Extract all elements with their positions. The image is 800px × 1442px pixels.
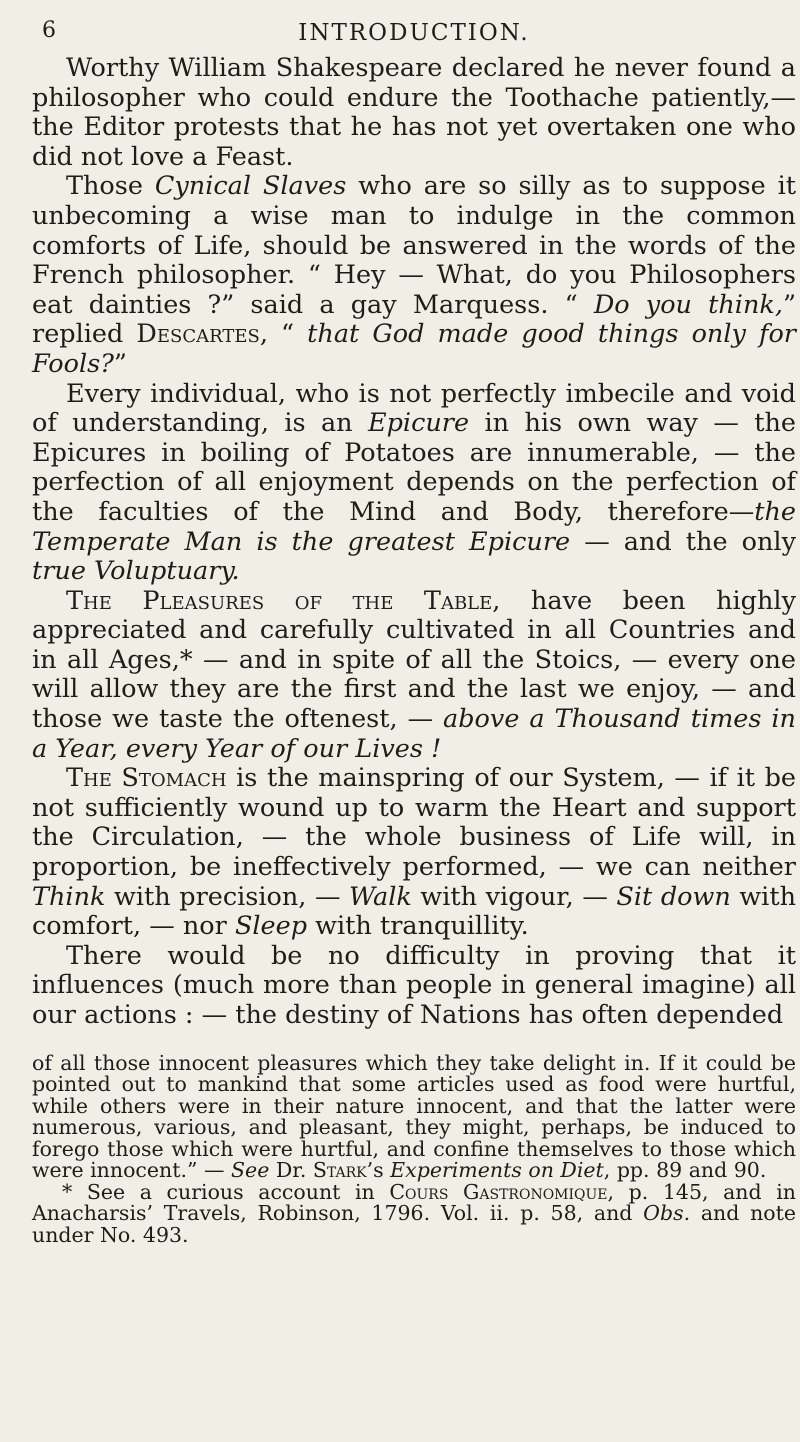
footnote-text: , pp. 89 and 90. xyxy=(603,1158,767,1183)
footnote-italic: Obs. xyxy=(643,1201,691,1226)
paragraph-5-text: with comfort, — nor xyxy=(32,881,797,942)
footnote-italic: Experiments on Diet xyxy=(390,1158,604,1183)
footnote-star xyxy=(32,1179,796,1247)
paragraph-3-text: — and the only xyxy=(570,526,796,557)
paragraph-2-text: who are so silly as to suppose it unbecoming a wise man to indulge in the common comforts of Life, should be answered in the words of the French philosopher. “ Hey — What, do you Philosophers eat dainties ?” said a gay Marquess. “ xyxy=(32,171,796,320)
paragraph-1: Worthy William Shakespeare declared he never found a philosopher who could endure the Toothache patiently,— the Editor protests that he has not yet overtaken one who did not love a Feast. xyxy=(32,53,796,172)
paragraph-2-italic: Do you think, xyxy=(593,289,783,320)
paragraph-3-text: Every individual, who is not perfectly imbecile and void of understanding, is an xyxy=(32,378,796,439)
paragraph-3-text: in his own way — the Epicures in boiling of Potatoes are innumerable, — the perfection of all enjoyment depends on the perfection of the faculties of the Mind and Body, therefore— xyxy=(32,408,796,527)
paragraph-4-small-caps: The Pleasures of the Table xyxy=(66,585,493,616)
footnote-author: Stark xyxy=(312,1158,367,1183)
author-name: Descartes xyxy=(136,319,260,350)
footnote-text: ’s xyxy=(366,1158,391,1183)
running-title: INTRODUCTION. xyxy=(298,20,530,46)
paragraph-2-text: ” replied xyxy=(32,289,796,350)
footnote-book-title: Cours Gastronomique xyxy=(389,1179,608,1204)
footnote-text: * See a curious account in xyxy=(62,1179,390,1204)
paragraph-2-text: Those xyxy=(66,171,155,202)
paragraph-3-italic: true Voluptuary. xyxy=(32,556,240,587)
paragraph-4 xyxy=(32,587,796,765)
paragraph-2 xyxy=(32,172,796,379)
paragraph-5-text: with vigour, — xyxy=(411,881,617,912)
footnote-text: of all those innocent pleasures which they take delight in. If it could be pointed out to mankind that some articles used as food were hurtful, while others were in their nature innocent, and that the latter were numerous, various, and pleasant, they might, perhaps, be induced to forego those which were hurtful, and confine themselves to those which were innocent.” — xyxy=(32,1050,796,1183)
footnote-text: , p. 145, and in Anacharsis’ Travels, Robinson, 1796. Vol. ii. p. 58, and xyxy=(32,1179,796,1226)
paragraph-2-text: ” xyxy=(113,348,127,379)
paragraph-5 xyxy=(32,764,796,942)
main-text xyxy=(32,54,796,1031)
paragraph-2-italic: Cynical Slaves xyxy=(154,171,347,202)
paragraph-5-italic: Think xyxy=(32,881,106,912)
paragraph-3-italic: the Temperate Man is the greatest Epicure xyxy=(32,496,796,557)
paragraph-2-text: , “ xyxy=(259,319,308,350)
footnote-text: Dr. xyxy=(269,1158,313,1183)
footnote-text: and note under No. 493. xyxy=(32,1201,796,1247)
paragraph-3-italic: Epicure xyxy=(367,408,470,439)
paragraph-6: There would be no difficulty in proving that it influences (much more than people in general imagine) all our actions : — the destiny of Nations has often depended xyxy=(32,940,796,1030)
running-head xyxy=(32,12,796,46)
paragraph-4-text: , have been highly appreciated and carefully cultivated in all Countries and in all Ages,* — and in spite of all the Stoics, — every one will allow they are the first and the last we enjoy, — and those we taste the oftenest, — xyxy=(32,585,796,735)
paragraph-5-italic: Walk xyxy=(349,881,412,912)
paragraph-5-italic: Sleep xyxy=(234,911,308,942)
footnotes xyxy=(32,1050,796,1247)
paragraph-5-text: is the mainspring of our System, — if it be not sufficiently wound up to warm the Heart and support the Circulation, — the whole business of Life will, in proportion, be ineffectively performed, — we can neither xyxy=(32,763,796,883)
paragraph-3 xyxy=(32,380,796,587)
paragraph-2-italic: that God made good things only for Fools? xyxy=(32,319,796,379)
paragraph-5-small-caps: The Stomach xyxy=(66,763,227,794)
paragraph-5-text: with precision, — xyxy=(105,881,350,912)
paragraph-5-text: with tranquillity. xyxy=(307,911,529,942)
footnote-italic: See xyxy=(231,1158,270,1183)
page-number: 6 xyxy=(42,18,57,43)
paragraph-5-italic: Sit down xyxy=(616,881,731,912)
footnote-continuation xyxy=(32,1050,796,1183)
paragraph-4-italic: above a Thousand times in a Year, every Year of our Lives ! xyxy=(32,704,796,764)
